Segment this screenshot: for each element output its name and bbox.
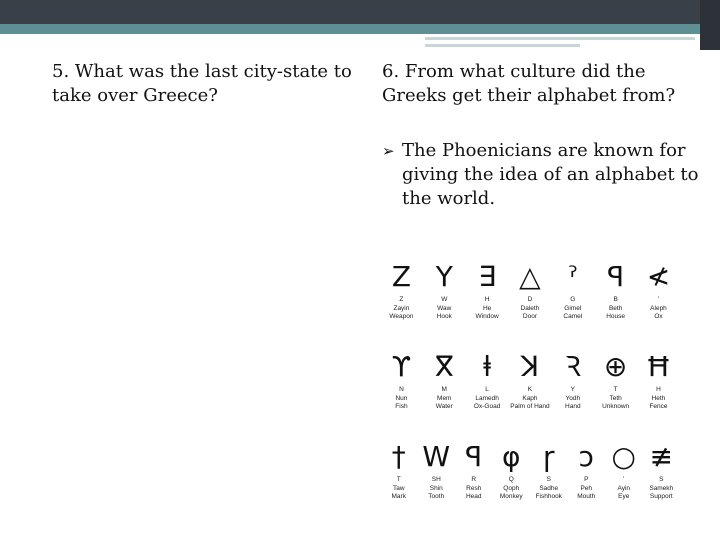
glyph-letter: K <box>527 386 533 393</box>
alphabet-cell <box>637 258 680 348</box>
alphabet-cell <box>380 438 418 528</box>
glyph-letter: M <box>441 386 447 393</box>
phoenician-glyph: Y <box>435 260 453 293</box>
glyph-name: Samekh <box>649 484 674 492</box>
glyph-letter: H <box>484 296 490 303</box>
phoenician-glyph: ꟼ <box>465 440 483 473</box>
alphabet-cell <box>423 348 466 438</box>
phoenician-glyph: ϒ <box>391 350 412 383</box>
glyph-meaning: Weapon <box>389 313 414 320</box>
glyph-letter: W <box>441 296 448 303</box>
glyph-meaning: Fishhook <box>535 493 562 500</box>
glyph-name: Taw <box>392 484 405 492</box>
glyph-meaning: Mouth <box>577 493 596 500</box>
glyph-meaning: Water <box>435 403 453 410</box>
glyph-name: Qoph <box>503 484 520 492</box>
glyph-name: Aleph <box>650 304 667 312</box>
glyph-meaning: Camel <box>563 313 583 320</box>
top-right-block <box>700 0 720 50</box>
alphabet-cell <box>551 258 594 348</box>
glyph-meaning: Door <box>522 313 537 320</box>
alphabet-cell <box>418 438 456 528</box>
phoenician-glyph: ≢ <box>649 440 673 473</box>
glyph-letter: ' <box>657 296 660 303</box>
alphabet-cell <box>551 348 594 438</box>
accent-line-1 <box>425 37 695 40</box>
glyph-letter: D <box>527 296 533 303</box>
phoenician-glyph: ˀ <box>567 260 578 293</box>
glyph-meaning: House <box>606 313 626 320</box>
alphabet-cell <box>643 438 681 528</box>
glyph-name: Kaph <box>522 394 538 402</box>
alphabet-cell <box>466 258 509 348</box>
glyph-letter: Z <box>399 296 404 303</box>
alphabet-cell <box>594 258 637 348</box>
phoenician-glyph: ɼ <box>542 440 555 473</box>
glyph-letter: Q <box>508 476 514 483</box>
phoenician-glyph: ∃ <box>478 260 496 293</box>
phoenician-glyph: Ħ <box>645 350 672 383</box>
glyph-letter: T <box>396 476 401 483</box>
glyph-name: Nun <box>395 394 408 402</box>
glyph-letter: N <box>399 386 404 393</box>
glyph-meaning: Unknown <box>602 403 630 410</box>
alphabet-cell <box>530 438 568 528</box>
alphabet-cell <box>380 258 423 348</box>
phoenician-glyph: Z <box>391 260 412 293</box>
glyph-meaning: Mark <box>391 493 406 500</box>
glyph-name: Yodh <box>565 394 581 402</box>
phoenician-glyph: ⱡ <box>483 350 491 383</box>
phoenician-glyph: W <box>422 440 451 473</box>
phoenician-glyph: φ <box>502 440 521 473</box>
phoenician-glyph: ↄ <box>578 440 594 473</box>
glyph-letter: ' <box>623 476 625 483</box>
glyph-name: Gimel <box>564 304 582 312</box>
alphabet-cell <box>493 438 531 528</box>
alphabet-cell <box>637 348 680 438</box>
glyph-name: He <box>482 304 492 312</box>
question-5: 5. What was the last city-state to take over Greece? <box>52 61 352 106</box>
phoenician-glyph: Ꝛ <box>564 350 581 383</box>
glyph-meaning: Fish <box>395 403 408 410</box>
phoenician-glyph: ⊕ <box>603 350 628 383</box>
glyph-name: Daleth <box>520 304 540 312</box>
glyph-letter: S <box>546 476 551 483</box>
alphabet-cell <box>509 258 552 348</box>
alphabet-cell <box>455 438 493 528</box>
glyph-name: Peh <box>580 484 593 492</box>
alphabet-cell <box>594 348 637 438</box>
glyph-letter: B <box>613 296 618 303</box>
glyph-name: Heth <box>651 394 666 402</box>
glyph-meaning: Head <box>465 493 482 500</box>
phoenician-glyph: ○ <box>611 440 636 473</box>
top-teal-bar <box>0 24 720 34</box>
phoenician-glyph: ꓘ <box>520 350 540 383</box>
alphabet-cell <box>380 348 423 438</box>
top-dark-bar <box>0 0 720 24</box>
alphabet-cell <box>605 438 643 528</box>
glyph-name: Resh <box>466 484 482 492</box>
glyph-meaning: Monkey <box>499 493 523 500</box>
alphabet-row <box>380 348 680 438</box>
arrow-bullet-icon: ➢ <box>382 142 395 160</box>
alphabet-cell <box>466 348 509 438</box>
phoenician-glyph: ≮ <box>646 260 671 293</box>
glyph-letter: G <box>570 296 576 303</box>
glyph-name: Mem <box>437 394 452 402</box>
alphabet-row <box>380 438 680 528</box>
question-6: 6. From what culture did the Greeks get their alphabet from? <box>382 61 676 106</box>
bullet-text: The Phoenicians are known for giving the idea of an alphabet to the world. <box>402 140 699 209</box>
alphabet-row <box>380 258 680 348</box>
glyph-name: Ayin <box>617 484 631 492</box>
alphabet-cell <box>509 348 552 438</box>
phoenician-glyph: ꟼ <box>607 260 625 293</box>
glyph-letter: T <box>613 386 618 393</box>
phoenician-glyph: △ <box>519 260 541 293</box>
glyph-letter: R <box>471 476 477 483</box>
glyph-meaning: Tooth <box>428 493 445 500</box>
accent-line-2 <box>425 44 580 47</box>
alphabet-cell <box>423 258 466 348</box>
phoenician-alphabet-chart <box>380 258 680 528</box>
glyph-letter: Y <box>570 386 575 393</box>
glyph-meaning: Fence <box>649 403 668 410</box>
answer-bullet <box>382 139 702 211</box>
glyph-meaning: Hook <box>436 313 452 320</box>
glyph-letter: SH <box>431 476 441 483</box>
glyph-meaning: Ox-Goad <box>473 403 501 410</box>
glyph-name: Teth <box>609 394 622 402</box>
glyph-letter: H <box>656 386 661 393</box>
glyph-name: Shin <box>429 484 443 492</box>
glyph-name: Lamedh <box>475 394 499 402</box>
phoenician-glyph: ⴳ <box>434 350 454 383</box>
glyph-name: Zayin <box>393 304 410 312</box>
glyph-meaning: Window <box>475 313 499 320</box>
glyph-meaning: Palm of Hand <box>510 403 550 410</box>
glyph-letter: P <box>584 476 589 483</box>
glyph-name: Sadhe <box>539 484 559 492</box>
phoenician-glyph: † <box>391 440 406 473</box>
glyph-letter: S <box>659 476 664 483</box>
glyph-letter: L <box>485 386 489 393</box>
glyph-name: Beth <box>608 304 623 312</box>
glyph-meaning: Hand <box>565 403 581 410</box>
glyph-name: Waw <box>437 304 452 312</box>
glyph-meaning: Support <box>649 493 673 500</box>
glyph-meaning: Ox <box>654 313 663 320</box>
glyph-meaning: Eye <box>618 493 630 500</box>
alphabet-cell <box>568 438 606 528</box>
